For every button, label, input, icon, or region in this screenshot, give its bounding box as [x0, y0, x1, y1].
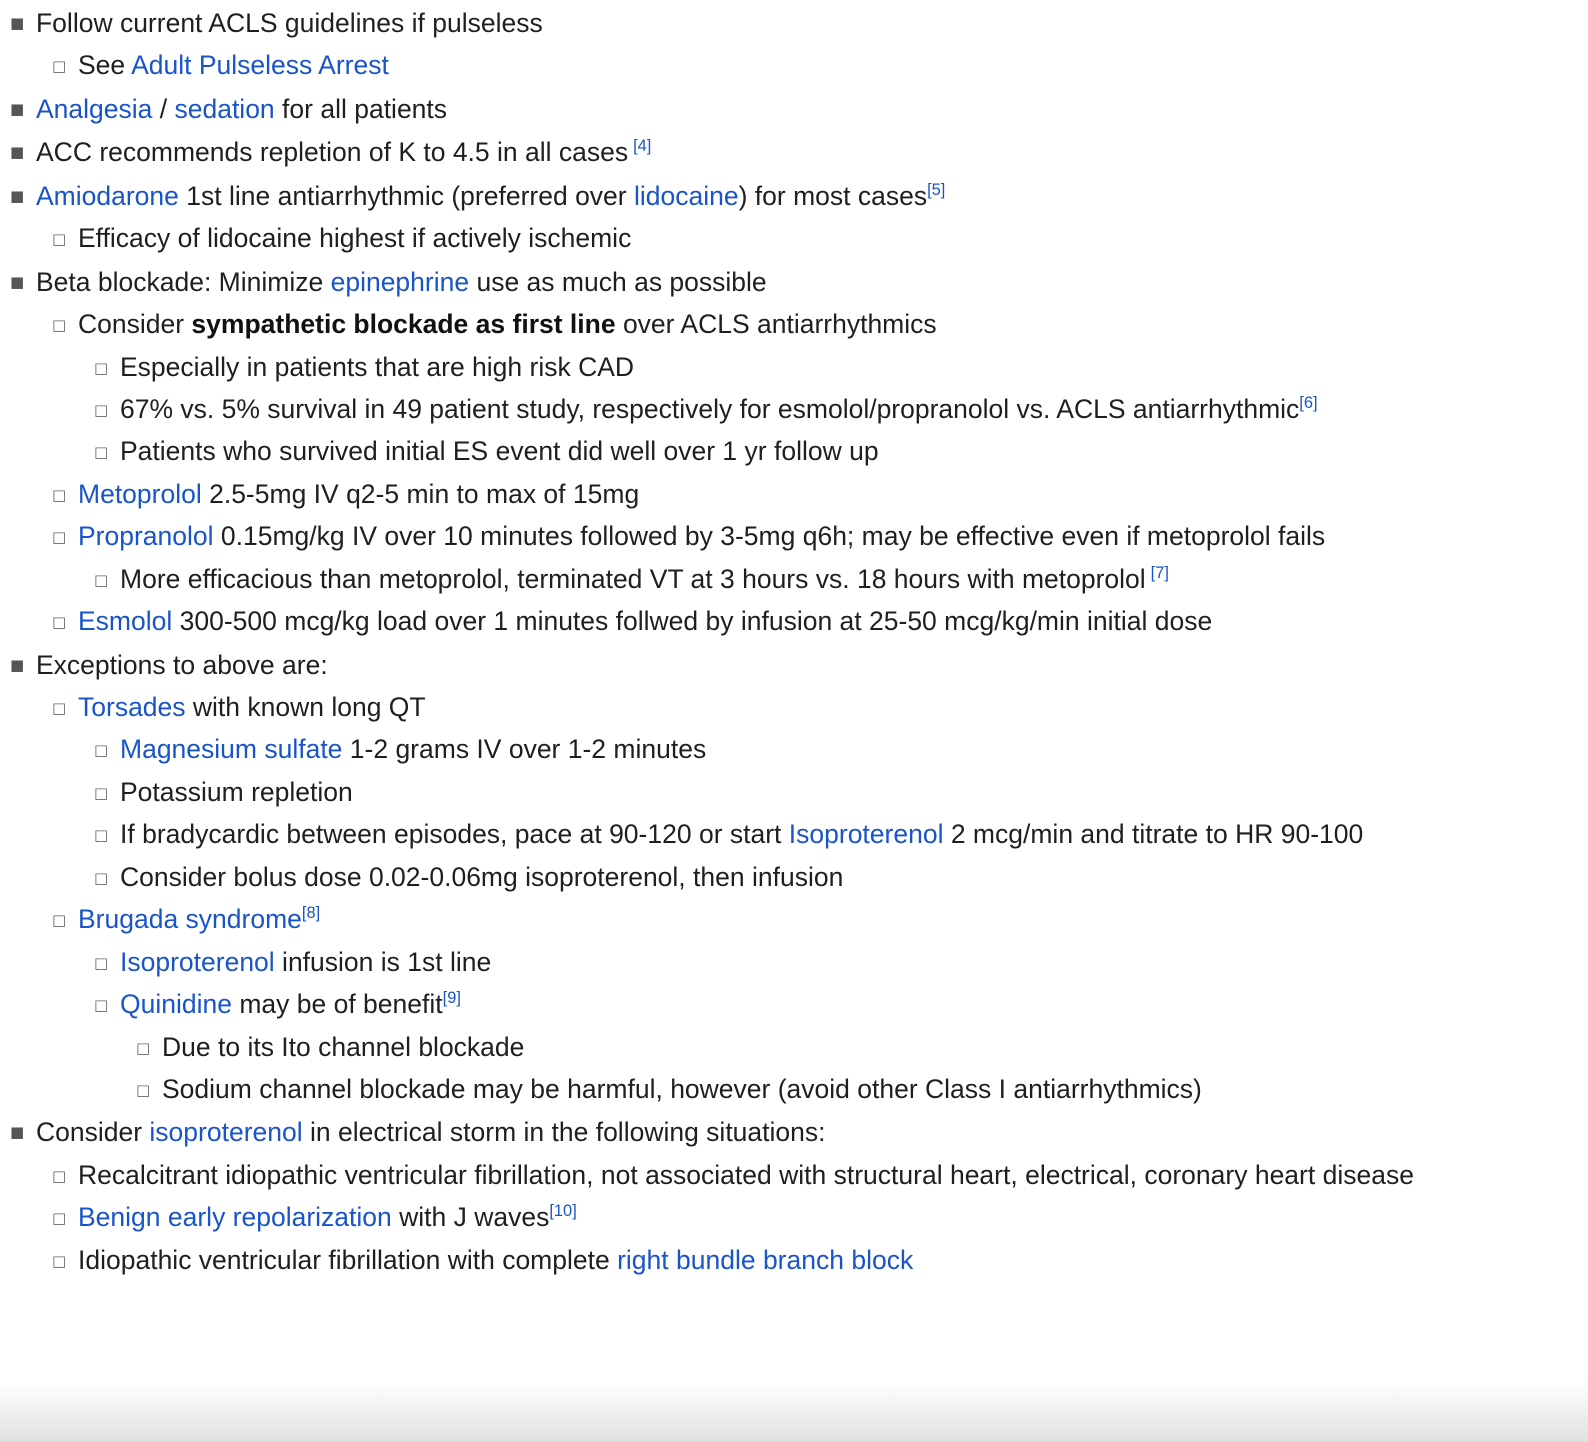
- outline-item-high-risk-cad: [0, 350, 1588, 384]
- filled-square-bullet-icon: [10, 92, 36, 120]
- bottom-scroll-fade: [0, 1382, 1588, 1442]
- outline-item-text: [120, 775, 1588, 809]
- plain-text: 67% vs. 5% survival in 49 patient study, respectively for esmolol/propranolol vs. ACLS antiarrhythmic: [120, 393, 1300, 424]
- plain-text: Consider bolus dose 0.02-0.06mg isoproterenol, then infusion: [120, 861, 844, 892]
- outline-item-text: [36, 179, 1588, 213]
- outline-item-text: [120, 350, 1588, 384]
- plain-text: See: [78, 50, 132, 81]
- wiki-link[interactable]: Quinidine: [120, 989, 232, 1020]
- wiki-link[interactable]: right bundle branch block: [617, 1244, 914, 1275]
- outline-item-lidocaine-efficacy: [0, 221, 1588, 255]
- plain-text: Exceptions to above are:: [36, 649, 328, 680]
- outline-item-text: [162, 1030, 1588, 1064]
- outline-item-analgesia-sedation: [0, 92, 1588, 126]
- plain-text: may be of benefit: [231, 989, 443, 1020]
- filled-square-bullet-icon: [10, 648, 36, 676]
- outline-item-isoproterenol-bolus: [0, 860, 1588, 894]
- hollow-square-bullet-icon: [94, 817, 120, 846]
- plain-text: infusion is 1st line: [274, 946, 492, 977]
- plain-text: Patients who survived initial ES event did well over 1 yr follow up: [120, 436, 879, 467]
- outline-item-brugada-syndrome: [0, 902, 1588, 936]
- plain-text: Idiopathic ventricular fibrillation with complete: [78, 1244, 618, 1275]
- plain-text: 2.5-5mg IV q2-5 min to max of 15mg: [201, 478, 640, 509]
- outline-item-amiodarone-first-line: [0, 179, 1588, 213]
- hollow-square-bullet-icon: [52, 902, 78, 931]
- plain-text: More efficacious than metoprolol, terminated VT at 3 hours vs. 18 hours with metoprolol: [120, 563, 1146, 594]
- citation-reference-link[interactable]: [8]: [301, 904, 321, 923]
- wiki-link[interactable]: Metoprolol: [78, 478, 202, 509]
- hollow-square-bullet-icon: [136, 1072, 162, 1101]
- citation-reference-link[interactable]: [7]: [1150, 563, 1169, 582]
- outline-item-text: [78, 1158, 1588, 1192]
- outline-item-exceptions: [0, 648, 1588, 682]
- outline-item-text: [120, 392, 1588, 426]
- outline-item-sympathetic-blockade-first-line: [0, 307, 1588, 341]
- outline-item-text: [120, 860, 1588, 894]
- outline-item-consider-isoproterenol-storm: [0, 1115, 1588, 1149]
- citation-reference-link[interactable]: [9]: [442, 989, 461, 1008]
- plain-text: Efficacy of lidocaine highest if actively ischemic: [78, 223, 632, 254]
- hollow-square-bullet-icon: [52, 307, 78, 336]
- wiki-link[interactable]: Isoproterenol: [788, 819, 944, 850]
- filled-square-bullet-icon: [10, 179, 36, 207]
- plain-text: ) for most cases: [738, 180, 928, 211]
- plain-text: ACC recommends repletion of K to 4.5 in all cases: [36, 137, 629, 168]
- plain-text: with J waves: [391, 1202, 550, 1233]
- plain-text: Consider: [36, 1117, 150, 1148]
- wiki-link[interactable]: isoproterenol: [149, 1117, 303, 1148]
- outline-item-torsades-long-qt: [0, 690, 1588, 724]
- plain-text: Consider: [78, 309, 192, 340]
- wiki-link[interactable]: Amiodarone: [36, 180, 179, 211]
- citation-reference-link[interactable]: [6]: [1299, 394, 1318, 413]
- wiki-link[interactable]: Magnesium sulfate: [120, 734, 343, 765]
- outline-document: [0, 6, 1588, 1277]
- hollow-square-bullet-icon: [52, 519, 78, 548]
- hollow-square-bullet-icon: [52, 48, 78, 77]
- wiki-link[interactable]: Benign early repolarization: [78, 1202, 392, 1233]
- hollow-square-bullet-icon: [94, 562, 120, 591]
- hollow-square-bullet-icon: [94, 350, 120, 379]
- outline-item-text: [78, 519, 1588, 553]
- outline-item-quinidine-benefit: [0, 987, 1588, 1021]
- outline-item-text: [36, 6, 1588, 40]
- outline-item-es-event-followup: [0, 434, 1588, 468]
- outline-item-text: [120, 817, 1588, 851]
- plain-text: Recalcitrant idiopathic ventricular fibrillation, not associated with structural heart, electrical, coronary heart disease: [78, 1159, 1414, 1190]
- outline-item-text: [36, 648, 1588, 682]
- outline-item-text: [162, 1072, 1588, 1106]
- wiki-link[interactable]: Isoproterenol: [120, 946, 275, 977]
- hollow-square-bullet-icon: [52, 604, 78, 633]
- outline-item-text: [78, 1243, 1588, 1277]
- outline-item-text: [78, 902, 1588, 936]
- wiki-link[interactable]: Brugada syndrome: [78, 904, 302, 935]
- outline-item-propranolol-efficacy: [0, 562, 1588, 596]
- outline-item-bradycardic-pacing: [0, 817, 1588, 851]
- plain-text: Follow current ACLS guidelines if pulseless: [36, 8, 543, 38]
- plain-text: 1st line antiarrhythmic (preferred over: [178, 180, 634, 211]
- citation-reference-link[interactable]: [4]: [633, 137, 652, 156]
- citation-reference-link[interactable]: [10]: [549, 1202, 577, 1221]
- hollow-square-bullet-icon: [52, 1158, 78, 1187]
- outline-item-acls: [0, 6, 1588, 40]
- filled-square-bullet-icon: [10, 6, 36, 34]
- hollow-square-bullet-icon: [52, 1200, 78, 1229]
- hollow-square-bullet-icon: [52, 221, 78, 250]
- outline-item-text: [120, 945, 1588, 979]
- outline-item-text: [78, 477, 1588, 511]
- outline-item-see-adult-pulseless-arrest: [0, 48, 1588, 82]
- outline-item-text: [78, 307, 1588, 341]
- plain-text: in electrical storm in the following situations:: [302, 1117, 826, 1148]
- hollow-square-bullet-icon: [136, 1030, 162, 1059]
- wiki-link[interactable]: lidocaine: [633, 180, 739, 211]
- outline-item-text: [78, 48, 1588, 82]
- outline-item-ito-channel-blockade: [0, 1030, 1588, 1064]
- outline-item-survival-study: [0, 392, 1588, 426]
- outline-item-text: [78, 604, 1588, 638]
- outline-item-acc-k-repletion: [0, 135, 1588, 169]
- hollow-square-bullet-icon: [94, 945, 120, 974]
- outline-item-magnesium-sulfate: [0, 732, 1588, 766]
- outline-item-text: [120, 434, 1588, 468]
- plain-text: 0.15mg/kg IV over 10 minutes followed by 3-5mg q6h; may be effective even if metoprolol fails: [213, 521, 1326, 552]
- plain-text: 1-2 grams IV over 1-2 minutes: [342, 734, 707, 765]
- outline-item-text: [120, 562, 1588, 596]
- wiki-link[interactable]: epinephrine: [330, 266, 470, 297]
- wiki-link[interactable]: Analgesia: [36, 93, 153, 124]
- outline-item-isoproterenol-brugada: [0, 945, 1588, 979]
- hollow-square-bullet-icon: [94, 987, 120, 1016]
- wiki-link[interactable]: Propranolol: [78, 521, 214, 552]
- filled-square-bullet-icon: [10, 1115, 36, 1143]
- hollow-square-bullet-icon: [94, 860, 120, 889]
- outline-item-text: [78, 221, 1588, 255]
- plain-text: 300-500 mcg/kg load over 1 minutes follwed by infusion at 25-50 mcg/kg/min initial dose: [172, 606, 1213, 637]
- hollow-square-bullet-icon: [94, 775, 120, 804]
- plain-text: for all patients: [274, 93, 448, 124]
- outline-item-propranolol-dose: [0, 519, 1588, 553]
- outline-item-recalcitrant-ivf: [0, 1158, 1588, 1192]
- plain-text: Beta blockade: Minimize: [36, 266, 331, 297]
- outline-item-beta-blockade: [0, 265, 1588, 299]
- hollow-square-bullet-icon: [52, 1243, 78, 1272]
- plain-text: Potassium repletion: [120, 776, 353, 807]
- hollow-square-bullet-icon: [94, 392, 120, 421]
- outline-item-text: [120, 987, 1588, 1021]
- plain-text: Due to its Ito channel blockade: [162, 1031, 525, 1062]
- plain-text: Sodium channel blockade may be harmful, however (avoid other Class I antiarrhythmics): [162, 1073, 1202, 1104]
- plain-text: use as much as possible: [469, 266, 767, 297]
- plain-text: Especially in patients that are high risk CAD: [120, 351, 635, 382]
- outline-item-text: [36, 265, 1588, 299]
- outline-item-ivf-rbbb: [0, 1243, 1588, 1277]
- wiki-link[interactable]: Esmolol: [78, 606, 173, 637]
- outline-item-esmolol-dose: [0, 604, 1588, 638]
- outline-item-sodium-channel-harmful: [0, 1072, 1588, 1106]
- plain-text: 2 mcg/min and titrate to HR 90-100: [943, 819, 1364, 850]
- filled-square-bullet-icon: [10, 265, 36, 293]
- wiki-link[interactable]: sedation: [174, 93, 275, 124]
- outline-item-benign-early-repolarization: [0, 1200, 1588, 1234]
- hollow-square-bullet-icon: [52, 690, 78, 719]
- citation-reference-link[interactable]: [5]: [927, 180, 946, 199]
- wiki-link[interactable]: Adult Pulseless Arrest: [131, 50, 389, 81]
- outline-item-text: [120, 732, 1588, 766]
- outline-item-text: [36, 135, 1588, 169]
- plain-text: If bradycardic between episodes, pace at 90-120 or start: [120, 819, 789, 850]
- outline-item-text: [78, 1200, 1588, 1234]
- wiki-link[interactable]: Torsades: [78, 692, 186, 722]
- hollow-square-bullet-icon: [94, 732, 120, 761]
- hollow-square-bullet-icon: [94, 434, 120, 463]
- hollow-square-bullet-icon: [52, 477, 78, 506]
- plain-text: over ACLS antiarrhythmics: [615, 309, 937, 340]
- outline-item-text: [36, 1115, 1588, 1149]
- plain-text: /: [152, 93, 175, 124]
- outline-item-text: [36, 92, 1588, 126]
- plain-text: with known long QT: [185, 692, 426, 722]
- outline-item-potassium-repletion: [0, 775, 1588, 809]
- emphasis-text: sympathetic blockade as first line: [191, 309, 616, 340]
- outline-item-text: [78, 690, 1588, 724]
- filled-square-bullet-icon: [10, 135, 36, 163]
- outline-item-metoprolol-dose: [0, 477, 1588, 511]
